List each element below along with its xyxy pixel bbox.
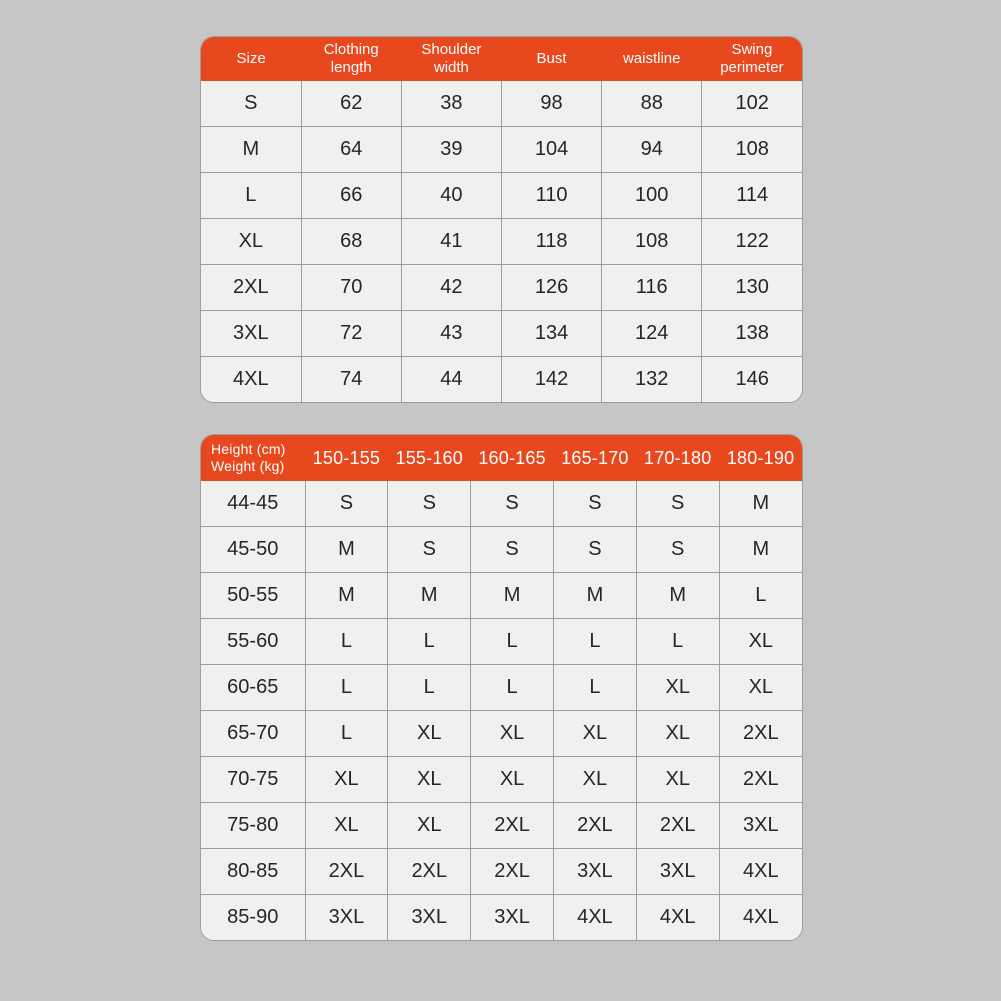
measurement-cell: 110 — [501, 173, 601, 219]
size-label-cell: S — [201, 81, 301, 127]
height-range-header-cell: 150-155 — [305, 435, 388, 481]
size-table-row — [201, 173, 802, 219]
weight-range-cell: 55-60 — [201, 619, 305, 665]
measurement-cell: 126 — [501, 265, 601, 311]
weight-range-cell: 44-45 — [201, 481, 305, 527]
measurement-cell: 64 — [301, 127, 401, 173]
recommended-size-cell: M — [471, 573, 554, 619]
measurement-cell: 40 — [401, 173, 501, 219]
recommended-size-cell: XL — [471, 711, 554, 757]
recommended-size-cell: 2XL — [471, 803, 554, 849]
measurement-cell: 118 — [501, 219, 601, 265]
recommended-size-cell: XL — [636, 711, 719, 757]
fit-table-row — [201, 573, 802, 619]
recommended-size-cell: 2XL — [388, 849, 471, 895]
recommended-size-cell: 3XL — [719, 803, 802, 849]
size-spec-table-grid — [201, 37, 802, 402]
recommended-size-cell: L — [471, 665, 554, 711]
fit-table-row — [201, 849, 802, 895]
height-range-header-cell: 180-190 — [719, 435, 802, 481]
size-table-header-cell: Shoulder width — [401, 37, 501, 81]
recommended-size-cell: L — [719, 573, 802, 619]
height-range-header-cell: 155-160 — [388, 435, 471, 481]
recommended-size-cell: S — [305, 481, 388, 527]
measurement-cell: 138 — [702, 311, 802, 357]
recommended-size-cell: L — [388, 619, 471, 665]
recommended-size-cell: XL — [388, 803, 471, 849]
weight-range-cell: 50-55 — [201, 573, 305, 619]
fit-table-body — [201, 481, 802, 940]
measurement-cell: 44 — [401, 357, 501, 403]
recommended-size-cell: XL — [636, 665, 719, 711]
recommended-size-cell: S — [636, 481, 719, 527]
measurement-cell: 108 — [602, 219, 702, 265]
recommended-size-cell: L — [553, 619, 636, 665]
height-range-header-cell: 170-180 — [636, 435, 719, 481]
size-table-row — [201, 311, 802, 357]
measurement-cell: 74 — [301, 357, 401, 403]
recommended-size-cell: S — [553, 527, 636, 573]
recommended-size-cell: L — [636, 619, 719, 665]
measurement-cell: 72 — [301, 311, 401, 357]
measurement-cell: 62 — [301, 81, 401, 127]
measurement-cell: 68 — [301, 219, 401, 265]
recommended-size-cell: S — [636, 527, 719, 573]
fit-table-row — [201, 895, 802, 941]
size-label-cell: M — [201, 127, 301, 173]
recommended-size-cell: L — [305, 711, 388, 757]
fit-table-row — [201, 757, 802, 803]
measurement-cell: 39 — [401, 127, 501, 173]
recommended-size-cell: 3XL — [553, 849, 636, 895]
recommended-size-cell: XL — [553, 757, 636, 803]
recommended-size-cell: L — [305, 619, 388, 665]
recommended-size-cell: S — [388, 527, 471, 573]
measurement-cell: 132 — [602, 357, 702, 403]
measurement-cell: 108 — [702, 127, 802, 173]
measurement-cell: 134 — [501, 311, 601, 357]
height-weight-fit-table-grid — [201, 435, 802, 940]
recommended-size-cell: XL — [553, 711, 636, 757]
recommended-size-cell: 2XL — [636, 803, 719, 849]
height-range-header-cell: 165-170 — [553, 435, 636, 481]
size-table-header-cell: Size — [201, 37, 301, 81]
size-table-row — [201, 219, 802, 265]
corner-header-weight-label: Weight (kg) — [211, 458, 285, 474]
measurement-cell: 66 — [301, 173, 401, 219]
height-range-header-cell: 160-165 — [471, 435, 554, 481]
recommended-size-cell: 4XL — [719, 895, 802, 941]
recommended-size-cell: L — [471, 619, 554, 665]
measurement-cell: 116 — [602, 265, 702, 311]
size-label-cell: L — [201, 173, 301, 219]
recommended-size-cell: XL — [388, 757, 471, 803]
recommended-size-cell: 4XL — [636, 895, 719, 941]
size-table-row — [201, 81, 802, 127]
size-table-row — [201, 265, 802, 311]
weight-range-cell: 80-85 — [201, 849, 305, 895]
fit-table-row — [201, 527, 802, 573]
recommended-size-cell: M — [553, 573, 636, 619]
size-table-header-cell: Bust — [501, 37, 601, 81]
recommended-size-cell: XL — [471, 757, 554, 803]
recommended-size-cell: S — [388, 481, 471, 527]
measurement-cell: 142 — [501, 357, 601, 403]
weight-range-cell: 60-65 — [201, 665, 305, 711]
fit-table-row — [201, 619, 802, 665]
measurement-cell: 124 — [602, 311, 702, 357]
fit-table-header-row — [201, 435, 802, 481]
fit-table-row — [201, 711, 802, 757]
recommended-size-cell: 2XL — [719, 757, 802, 803]
measurement-cell: 88 — [602, 81, 702, 127]
recommended-size-cell: XL — [719, 665, 802, 711]
recommended-size-cell: 3XL — [636, 849, 719, 895]
recommended-size-cell: 4XL — [553, 895, 636, 941]
recommended-size-cell: M — [388, 573, 471, 619]
size-table-row — [201, 127, 802, 173]
measurement-cell: 94 — [602, 127, 702, 173]
recommended-size-cell: L — [553, 665, 636, 711]
recommended-size-cell: M — [719, 527, 802, 573]
size-spec-table — [200, 36, 803, 403]
recommended-size-cell: XL — [305, 757, 388, 803]
corner-header-height-label: Height (cm) — [211, 440, 286, 457]
height-weight-fit-table — [200, 434, 803, 941]
measurement-cell: 38 — [401, 81, 501, 127]
size-table-header-cell: Clothing length — [301, 37, 401, 81]
recommended-size-cell: M — [719, 481, 802, 527]
recommended-size-cell: M — [636, 573, 719, 619]
measurement-cell: 100 — [602, 173, 702, 219]
fit-table-row — [201, 665, 802, 711]
recommended-size-cell: 2XL — [305, 849, 388, 895]
weight-range-cell: 45-50 — [201, 527, 305, 573]
recommended-size-cell: M — [305, 573, 388, 619]
recommended-size-cell: 2XL — [471, 849, 554, 895]
recommended-size-cell: 2XL — [719, 711, 802, 757]
recommended-size-cell: 3XL — [305, 895, 388, 941]
weight-range-cell: 65-70 — [201, 711, 305, 757]
measurement-cell: 98 — [501, 81, 601, 127]
size-table-header-cell: Swing perimeter — [702, 37, 802, 81]
measurement-cell: 102 — [702, 81, 802, 127]
recommended-size-cell: 4XL — [719, 849, 802, 895]
recommended-size-cell: M — [305, 527, 388, 573]
size-table-row — [201, 357, 802, 403]
size-label-cell: 4XL — [201, 357, 301, 403]
recommended-size-cell: S — [553, 481, 636, 527]
recommended-size-cell: 3XL — [388, 895, 471, 941]
size-label-cell: 3XL — [201, 311, 301, 357]
recommended-size-cell: XL — [305, 803, 388, 849]
measurement-cell: 43 — [401, 311, 501, 357]
recommended-size-cell: L — [388, 665, 471, 711]
fit-table-corner-header — [201, 435, 305, 481]
fit-table-row — [201, 481, 802, 527]
measurement-cell: 41 — [401, 219, 501, 265]
recommended-size-cell: S — [471, 481, 554, 527]
recommended-size-cell: 3XL — [471, 895, 554, 941]
measurement-cell: 146 — [702, 357, 802, 403]
size-label-cell: 2XL — [201, 265, 301, 311]
measurement-cell: 42 — [401, 265, 501, 311]
measurement-cell: 70 — [301, 265, 401, 311]
weight-range-cell: 75-80 — [201, 803, 305, 849]
measurement-cell: 104 — [501, 127, 601, 173]
size-label-cell: XL — [201, 219, 301, 265]
measurement-cell: 122 — [702, 219, 802, 265]
recommended-size-cell: 2XL — [553, 803, 636, 849]
recommended-size-cell: L — [305, 665, 388, 711]
fit-table-row — [201, 803, 802, 849]
recommended-size-cell: XL — [719, 619, 802, 665]
recommended-size-cell: XL — [636, 757, 719, 803]
recommended-size-cell: S — [471, 527, 554, 573]
size-table-header-cell: waistline — [602, 37, 702, 81]
size-table-header-row — [201, 37, 802, 81]
weight-range-cell: 85-90 — [201, 895, 305, 941]
measurement-cell: 130 — [702, 265, 802, 311]
size-table-body — [201, 81, 802, 402]
measurement-cell: 114 — [702, 173, 802, 219]
recommended-size-cell: XL — [388, 711, 471, 757]
weight-range-cell: 70-75 — [201, 757, 305, 803]
